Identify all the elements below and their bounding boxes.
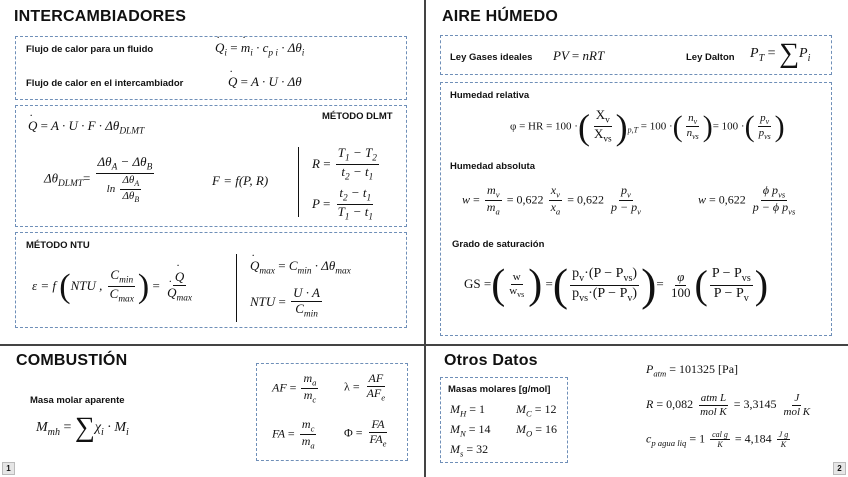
title-combustion: COMBUSTIÓN	[16, 352, 128, 369]
eq-phi: Φ = $\frac{FA}{FA_e}$	[344, 417, 387, 449]
title-otros-datos: Otros Datos	[444, 352, 538, 369]
eq-fa: FA = $\frac{m_c}{m_a}$	[272, 417, 315, 451]
page-number-right: 2	[833, 462, 846, 475]
vertical-divider	[424, 0, 426, 477]
eq-cp-agua: $c_{p agua liq} = 1$ $\frac{\text{cal g}}{K}$ = 4,184 $\frac{\text{J g}}{K}$	[646, 430, 789, 450]
eq-r-ratio: R = $\frac{T_1 - T_2}{t_2 - t_1}$	[312, 145, 377, 183]
eq-masa-h: $M_H = 1$	[450, 402, 486, 419]
eq-ntu: NTU = $\frac{U \cdot A}{C_{min}}$	[250, 285, 320, 320]
eq-efectividad: ε = f (NTU , $\frac{C_{min}}{C_{max}}$ ) = ˙ Q ˙ $Q_{max}$	[32, 268, 196, 306]
label-dalton: Ley Dalton	[686, 52, 735, 63]
page-number-left: 1	[2, 462, 15, 475]
title-aire-humedo: AIRE HÚMEDO	[442, 8, 558, 25]
label-masas-molares: Masas molares [g/mol]	[448, 384, 551, 395]
eq-masa-s: $M_s = 32$	[450, 442, 489, 459]
eq-constante-r: R = 0,082 $\frac{\text{atm L}}{\text{mol K}}$ = 3,3145 $\frac{J}{\text{mol K}}$	[646, 392, 811, 418]
label-gases-ideales: Ley Gases ideales	[450, 52, 533, 63]
eq-qmax: ˙ $Q_{max} = C_{min} \cdot \Delta\theta_{max}$	[250, 258, 351, 277]
label-flujo-intercambiador: Flujo de calor en el intercambiador	[26, 78, 184, 89]
brace-ntu	[236, 254, 237, 322]
eq-flujo-intercambiador: ˙ Q = A · U · Δθ	[228, 74, 302, 90]
eq-q-dlmt: ˙ $Q = A \cdot U \cdot F \cdot \Delta\theta_{DLMT}$	[28, 118, 144, 137]
eq-flujo-fluido: ˙ $Q_i$ = ˙ $m_i \cdot c_{p i} \cdot \Delta\theta_i$	[215, 40, 304, 59]
eq-f-function: F = f(P, R)	[212, 173, 269, 188]
eq-masa-o: $M_O = 16$	[516, 422, 558, 439]
label-metodo-ntu: MÉTODO NTU	[26, 240, 90, 251]
eq-delta-dlmt: $\Delta\theta_{DLMT}=$ $\Delta\theta_A - \Delta\theta_B$ ln $\frac{\Delta\theta_A}{\Delta\theta_B}$	[44, 154, 153, 204]
eq-masa-c: $M_C = 12$	[516, 402, 557, 419]
eq-dalton: $P_T = \sum P_i$	[750, 38, 811, 69]
eq-masa-n: $M_N = 14$	[450, 422, 491, 439]
label-humedad-relativa: Humedad relativa	[450, 90, 530, 101]
brace-dlmt	[298, 147, 299, 217]
eq-humedad-absoluta-phi: w = 0,622 $\frac{\phi p_{vs}}{p - \phi p_{vs}}$	[698, 183, 796, 217]
label-masa-molar: Masa molar aparente	[30, 395, 125, 406]
eq-patm: $P_{atm} = 101325$ [Pa]	[646, 362, 739, 379]
title-intercambiadores: INTERCAMBIADORES	[14, 8, 187, 25]
eq-humedad-absoluta: w = $\frac{m_v}{m_a}$ = 0,622 $\frac{x_v}{x_a}$ = 0,622 $\frac{p_v}{p - p_v}$	[462, 183, 641, 217]
eq-lambda: λ = $\frac{AF}{AF_e}$	[344, 371, 386, 403]
label-grado-saturacion: Grado de saturación	[452, 239, 545, 250]
eq-grado-saturacion: GS =( $\frac{w}{w_{vs}}$ ) =( $\frac{p_v\cdot(P - P_{vs})}{p_{vs}\cdot(P - P_v)}$ )= $\frac{\varphi}{100}$ ( $\frac{P - P_{vs}}{P - P_v}$ )	[464, 259, 769, 310]
eq-gases-ideales: PV = nRT	[553, 48, 605, 63]
eq-masa-molar: $M_{mh} = \sum\chi_i \cdot M_i$	[36, 412, 129, 443]
label-metodo-dlmt: MÉTODO DLMT	[322, 111, 393, 122]
horizontal-divider	[0, 344, 848, 346]
eq-p-ratio: P = $\frac{t_2 - t_1}{T_1 - t_1}$	[312, 185, 374, 223]
label-flujo-fluido: Flujo de calor para un fluido	[26, 44, 154, 55]
label-humedad-absoluta: Humedad absoluta	[450, 161, 535, 172]
eq-humedad-relativa: φ = HR = 100 ·( $\frac{X_v}{X_{vs}}$ )$_{p,T} = 100$ ·( $\frac{n_v}{n_{vs}}$ )= 100 ·( $\frac{p_v}{p_{vs}}$ )	[510, 106, 785, 147]
eq-af: AF = $\frac{m_a}{m_c}$	[272, 371, 317, 405]
